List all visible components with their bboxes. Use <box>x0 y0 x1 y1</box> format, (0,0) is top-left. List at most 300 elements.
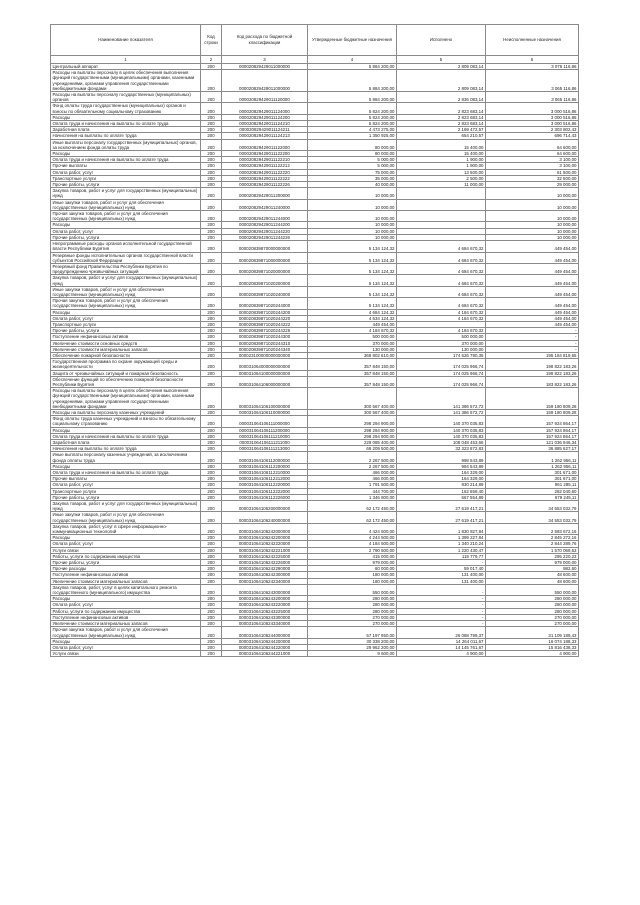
approved-amount-cell: 130 000,00 <box>308 346 397 352</box>
executed-amount-cell: 1 900,00 <box>397 157 486 163</box>
approved-amount-cell: 357 848 150,00 <box>308 359 397 370</box>
executed-amount-cell: 370 000,00 <box>397 340 486 346</box>
table-row <box>51 263 579 274</box>
approved-amount-cell: 4 244 500,00 <box>308 535 397 541</box>
executed-amount-cell: 11 000,00 <box>397 182 486 188</box>
indicator-name-cell: Центральный аппарат <box>51 64 201 70</box>
line-code-cell: 200 <box>201 476 222 482</box>
expense-code-cell: 000020839871020244340 <box>222 346 308 352</box>
line-code-cell: 200 <box>201 409 222 415</box>
unexecuted-amount-cell: - <box>486 346 579 352</box>
executed-amount-cell: 13 500,00 <box>397 169 486 175</box>
line-code-cell: 200 <box>201 446 222 452</box>
expense-code-cell: 000031064106244220000 <box>222 644 308 650</box>
approved-amount-cell: 62 172 450,00 <box>308 512 397 523</box>
approved-amount-cell: 9 600,00 <box>308 651 397 657</box>
unexecuted-amount-cell: 157 924 864,17 <box>486 427 579 433</box>
indicator-name-cell: Услуги связи <box>51 547 201 553</box>
indicator-name-cell: Расходы <box>51 427 201 433</box>
indicator-name-cell: Обеспечение пожарной безопасности <box>51 352 201 358</box>
approved-amount-cell: 60 000,00 <box>308 566 397 572</box>
indicator-name-cell: Поступление нефинансовых активов <box>51 334 201 340</box>
unexecuted-amount-cell: 282 040,60 <box>486 488 579 494</box>
expense-code-cell: 000031064106112226000 <box>222 494 308 500</box>
approved-amount-cell: 30 338 200,00 <box>308 638 397 644</box>
line-code-cell: 200 <box>201 127 222 133</box>
executed-amount-cell: 26 088 799,37 <box>397 627 486 638</box>
executed-amount-cell: 1 399 227,84 <box>397 535 486 541</box>
expense-code-cell: 000020829429011124210 <box>222 121 308 127</box>
line-code-cell: 200 <box>201 433 222 439</box>
indicator-name-cell: Оплата работ, услуг <box>51 169 201 175</box>
executed-amount-cell: 2 500,00 <box>397 175 486 181</box>
expense-code-cell: 000031064106242290000 <box>222 566 308 572</box>
unexecuted-amount-cell: 2 593 672,16 <box>486 523 579 534</box>
unexecuted-amount-cell: 198 822 183,26 <box>486 370 579 376</box>
expense-code-cell: 000020839871020200000 <box>222 275 308 286</box>
approved-amount-cell: 10 000,00 <box>308 188 397 199</box>
approved-amount-cell: 5 134 124,32 <box>308 263 397 274</box>
unexecuted-amount-cell: 280 000,00 <box>486 596 579 602</box>
table-row <box>51 627 579 638</box>
line-code-cell: 200 <box>201 334 222 340</box>
expense-code-cell: 000020829429011124200 <box>222 114 308 120</box>
expense-code-cell: 000031064106244200000 <box>222 638 308 644</box>
expense-code-cell: 000031064106111213000 <box>222 446 308 452</box>
approved-amount-cell: 280 000,00 <box>308 596 397 602</box>
approved-amount-cell: 69 209 500,00 <box>308 446 397 452</box>
expense-code-cell: 000031064106242221000 <box>222 547 308 553</box>
table-row <box>51 651 579 657</box>
expense-code-cell: 000031064106100000000 <box>222 388 308 410</box>
executed-amount-cell: 1 340 210,24 <box>397 541 486 547</box>
approved-amount-cell: 2 790 500,00 <box>308 547 397 553</box>
expense-code-cell: 000020829429011000000 <box>222 70 308 92</box>
header-expense-code: Код расхода по бюджетной классификации <box>222 25 308 56</box>
expense-code-cell: 000023100000000000000 <box>222 352 308 358</box>
approved-amount-cell: 75 000,00 <box>308 169 397 175</box>
approved-amount-cell: 10 000,00 <box>308 228 397 234</box>
unexecuted-amount-cell: 157 924 864,17 <box>486 433 579 439</box>
approved-amount-cell: 466 000,00 <box>308 470 397 476</box>
unexecuted-amount-cell: 34 553 032,79 <box>486 501 579 512</box>
unexecuted-amount-cell: 696 714,43 <box>486 133 579 139</box>
executed-amount-cell: 4 184 670,32 <box>397 315 486 321</box>
expense-code-cell: 000020829429011124211 <box>222 127 308 133</box>
line-code-cell: 200 <box>201 139 222 150</box>
expense-code-cell: 000020829429011240000 <box>222 199 308 210</box>
indicator-name-cell: Обеспечение функций по обеспечению пожарной безопасности Республики Бурятия <box>51 376 201 387</box>
indicator-name-cell: Оплата работ, услуг <box>51 541 201 547</box>
executed-amount-cell: 2 169 472,57 <box>397 127 486 133</box>
expense-code-cell: 000020829429011122200 <box>222 151 308 157</box>
header-line-code: Код строки <box>201 25 222 56</box>
indicator-name-cell: Транспортные услуги <box>51 321 201 327</box>
unexecuted-amount-cell: 449 454,00 <box>486 263 579 274</box>
unexecuted-amount-cell: 64 600,00 <box>486 151 579 157</box>
unexecuted-amount-cell: 2 845 272,16 <box>486 535 579 541</box>
line-code-cell: 200 <box>201 252 222 263</box>
table-row <box>51 584 579 595</box>
unexecuted-amount-cell: 121 036 946,34 <box>486 440 579 446</box>
line-code-cell: 200 <box>201 328 222 334</box>
line-code-cell: 200 <box>201 482 222 488</box>
expense-code-cell: 000020829429011122000 <box>222 139 308 150</box>
indicator-name-cell: Прочие выплаты <box>51 476 201 482</box>
indicator-name-cell: Резервные фонды исполнительных органов государственной власти субъектов Российской Федерации <box>51 252 201 263</box>
executed-amount-cell: 59 017,40 <box>397 566 486 572</box>
indicator-name-cell: Прочие работы, услуги <box>51 182 201 188</box>
approved-amount-cell: 415 000,00 <box>308 553 397 559</box>
indicator-name-cell: Иные закупки товаров, работ и услуг для обеспечения государственных (муниципальных) нужд <box>51 512 201 523</box>
approved-amount-cell: 5 824 200,00 <box>308 103 397 114</box>
unexecuted-amount-cell: 301 671,00 <box>486 476 579 482</box>
executed-amount-cell: - <box>397 602 486 608</box>
indicator-name-cell: Расходы на выплаты персоналу казенных учреждений <box>51 409 201 415</box>
indicator-name-cell: Закупка товаров, работ, услуг в сфере информационно-коммуникационных технологий <box>51 523 201 534</box>
executed-amount-cell: 119 779,77 <box>397 553 486 559</box>
indicator-name-cell: Оплата работ, услуг <box>51 228 201 234</box>
indicator-name-cell: Увеличение стоимости материальных запасов <box>51 578 201 584</box>
line-code-cell: 200 <box>201 169 222 175</box>
approved-amount-cell: 300 567 400,00 <box>308 388 397 410</box>
executed-amount-cell: - <box>397 560 486 566</box>
unexecuted-amount-cell: 295 220,23 <box>486 553 579 559</box>
unexecuted-amount-cell: 10 000,00 <box>486 228 579 234</box>
expense-code-cell: 000031064106242225000 <box>222 553 308 559</box>
indicator-name-cell: Работы, услуги по содержанию имущества <box>51 608 201 614</box>
indicator-name-cell: Закупка товаров, работ и услуг для государственных (муниципальных) нужд <box>51 275 201 286</box>
approved-amount-cell: 1 791 500,00 <box>308 482 397 488</box>
line-code-cell: 200 <box>201 157 222 163</box>
executed-amount-cell: 32 323 872,83 <box>397 446 486 452</box>
approved-amount-cell: 369 802 610,00 <box>308 352 397 358</box>
approved-amount-cell: 300 567 400,00 <box>308 409 397 415</box>
approved-amount-cell: 5 000,00 <box>308 157 397 163</box>
line-code-cell: 200 <box>201 512 222 523</box>
approved-amount-cell: 270 000,00 <box>308 614 397 620</box>
approved-amount-cell: 180 000,00 <box>308 578 397 584</box>
indicator-name-cell: Услуги связи <box>51 651 201 657</box>
expense-code-cell: 000031064106111211000 <box>222 440 308 446</box>
indicator-name-cell: Прочая закупка товаров, работ и услуг для обеспечения государственных (муниципальных) нужд <box>51 211 201 222</box>
executed-amount-cell: 130 000,00 <box>397 346 486 352</box>
expense-code-cell: 000020829429011244000 <box>222 211 308 222</box>
expense-code-cell: 000020829429011244220 <box>222 228 308 234</box>
approved-amount-cell: 10 000,00 <box>308 234 397 240</box>
unexecuted-amount-cell: 679 245,11 <box>486 494 579 500</box>
approved-amount-cell: 5 134 124,32 <box>308 241 397 252</box>
line-code-cell: 200 <box>201 211 222 222</box>
executed-amount-cell: 4 684 670,32 <box>397 241 486 252</box>
approved-amount-cell: 4 634 124,32 <box>308 315 397 321</box>
unexecuted-amount-cell: 157 924 864,17 <box>486 416 579 427</box>
line-code-cell: 200 <box>201 275 222 286</box>
approved-amount-cell: 57 197 950,00 <box>308 627 397 638</box>
unexecuted-amount-cell: 270 000,00 <box>486 614 579 620</box>
line-code-cell: 200 <box>201 321 222 327</box>
unexecuted-amount-cell: 3 065 116,86 <box>486 92 579 103</box>
expense-code-cell: 000031064106240000000 <box>222 512 308 523</box>
approved-amount-cell: 1 350 925,00 <box>308 133 397 139</box>
expense-code-cell: 000020829429011244226 <box>222 234 308 240</box>
executed-amount-cell: 174 626 790,35 <box>397 352 486 358</box>
expense-code-cell: 000020839871020244220 <box>222 315 308 321</box>
unexecuted-amount-cell: - <box>486 340 579 346</box>
executed-amount-cell: 108 048 453,66 <box>397 440 486 446</box>
line-code-cell: 200 <box>201 121 222 127</box>
approved-amount-cell: 62 172 450,00 <box>308 501 397 512</box>
approved-amount-cell: 298 294 900,00 <box>308 416 397 427</box>
indicator-name-cell: Оплата труда и начисления на выплаты по оплате труда <box>51 433 201 439</box>
unexecuted-amount-cell: 449 454,00 <box>486 286 579 297</box>
header-executed: Исполнено <box>397 25 486 56</box>
expense-code-cell: 000020839871020000000 <box>222 263 308 274</box>
approved-amount-cell: 4 184 670,32 <box>308 328 397 334</box>
approved-amount-cell: 40 000,00 <box>308 182 397 188</box>
indicator-name-cell: Прочие работы, услуги <box>51 328 201 334</box>
expense-code-cell: 000031064000000000000 <box>222 359 308 370</box>
indicator-name-cell: Прочие работы, услуги <box>51 234 201 240</box>
column-number: 6 <box>486 56 579 64</box>
expense-code-cell: 000020829429011122226 <box>222 182 308 188</box>
report-page <box>50 24 578 657</box>
table-row <box>51 523 579 534</box>
executed-amount-cell: 4 184 670,32 <box>397 328 486 334</box>
unexecuted-amount-cell: 449 454,00 <box>486 241 579 252</box>
line-code-cell: 200 <box>201 621 222 627</box>
approved-amount-cell: 5 134 124,32 <box>308 298 397 309</box>
indicator-name-cell: Транспортные услуги <box>51 175 201 181</box>
expense-code-cell: 000031064106242300000 <box>222 572 308 578</box>
approved-amount-cell: 444 700,00 <box>308 488 397 494</box>
line-code-cell: 200 <box>201 70 222 92</box>
approved-amount-cell: 2 267 500,00 <box>308 452 397 463</box>
expense-code-cell: 000031064106112000000 <box>222 452 308 463</box>
unexecuted-amount-cell: 3 000 516,86 <box>486 114 579 120</box>
table-row <box>51 241 579 252</box>
approved-amount-cell: 270 000,00 <box>308 621 397 627</box>
unexecuted-amount-cell: - <box>486 328 579 334</box>
indicator-name-cell: Закупка товаров, работ и услуг для государственных (муниципальных) нужд <box>51 188 201 199</box>
indicator-name-cell: Работы, услуги по содержанию имущества <box>51 553 201 559</box>
line-code-cell: 200 <box>201 340 222 346</box>
line-code-cell: 200 <box>201 488 222 494</box>
expense-code-cell: 000031064106242226000 <box>222 560 308 566</box>
unexecuted-amount-cell: 34 553 032,79 <box>486 512 579 523</box>
column-number: 2 <box>201 56 222 64</box>
indicator-name-cell: Иные выплаты персоналу государственных (муниципальных) органов, за исключением фонда оплаты труда <box>51 139 201 150</box>
line-code-cell: 200 <box>201 547 222 553</box>
approved-amount-cell: 5 884 200,00 <box>308 64 397 70</box>
executed-amount-cell: 140 370 035,83 <box>397 433 486 439</box>
indicator-name-cell: Закупка товаров, работ, услуг в целях капитального ремонта государственного (муниципального) имущества <box>51 584 201 595</box>
expense-code-cell: 000031064106243300000 <box>222 614 308 620</box>
approved-amount-cell: 2 267 500,00 <box>308 463 397 469</box>
unexecuted-amount-cell: 280 000,00 <box>486 602 579 608</box>
line-code-cell: 200 <box>201 553 222 559</box>
table-row <box>51 211 579 222</box>
line-code-cell: 200 <box>201 228 222 234</box>
table-row <box>51 252 579 263</box>
table-row <box>51 512 579 523</box>
approved-amount-cell: 449 454,00 <box>308 321 397 327</box>
unexecuted-amount-cell: 16 074 188,33 <box>486 638 579 644</box>
indicator-name-cell: Расходы <box>51 463 201 469</box>
approved-amount-cell: 5 134 124,32 <box>308 275 397 286</box>
header-approved: Утвержденные бюджетные назначения <box>308 25 397 56</box>
expense-code-cell: 000020829429011120000 <box>222 92 308 103</box>
approved-amount-cell: 10 000,00 <box>308 222 397 228</box>
unexecuted-amount-cell: 10 000,00 <box>486 199 579 210</box>
executed-amount-cell: 15 400,00 <box>397 139 486 150</box>
unexecuted-amount-cell: 1 262 956,11 <box>486 463 579 469</box>
line-code-cell: 200 <box>201 92 222 103</box>
indicator-name-cell: Расходы <box>51 596 201 602</box>
approved-amount-cell: 357 848 150,00 <box>308 370 397 376</box>
approved-amount-cell: 357 848 150,00 <box>308 376 397 387</box>
expense-code-cell: 000020839870000000000 <box>222 241 308 252</box>
approved-amount-cell: 4 684 124,32 <box>308 309 397 315</box>
expense-code-cell: 000031064106112220000 <box>222 482 308 488</box>
unexecuted-amount-cell: 1 262 956,11 <box>486 452 579 463</box>
expense-code-cell: 000020829429011200000 <box>222 188 308 199</box>
approved-amount-cell: 5 824 200,00 <box>308 121 397 127</box>
unexecuted-amount-cell: 10 000,00 <box>486 234 579 240</box>
column-number: 5 <box>397 56 486 64</box>
indicator-name-cell: Оплата труда и начисления на выплаты по оплате труда <box>51 157 201 163</box>
expense-code-cell: 000020839871020244310 <box>222 340 308 346</box>
table-row <box>51 199 579 210</box>
executed-amount-cell: - <box>397 596 486 602</box>
unexecuted-amount-cell: 270 000,00 <box>486 621 579 627</box>
approved-amount-cell: 370 000,00 <box>308 340 397 346</box>
expense-code-cell: 000020829429011122220 <box>222 169 308 175</box>
approved-amount-cell: 979 000,00 <box>308 560 397 566</box>
column-number: 4 <box>308 56 397 64</box>
header-indicator-name: Наименование показателя <box>51 25 201 56</box>
indicator-name-cell: Расходы на выплаты персоналу в целях обеспечения выполнения функций государственными (муниципальными) органами, казенными учреждениями, органами управления государственными внебюджетными фондами <box>51 70 201 92</box>
column-number-row <box>51 56 579 64</box>
expense-code-cell: 000031064106243340000 <box>222 621 308 627</box>
unexecuted-amount-cell: 979 000,00 <box>486 560 579 566</box>
approved-amount-cell: 5 134 124,32 <box>308 252 397 263</box>
line-code-cell: 200 <box>201 376 222 387</box>
expense-code-cell: 000031064106242340000 <box>222 578 308 584</box>
executed-amount-cell: 1 220 430,47 <box>397 547 486 553</box>
line-code-cell: 200 <box>201 64 222 70</box>
executed-amount-cell: 164 329,00 <box>397 476 486 482</box>
unexecuted-amount-cell: 1 570 069,53 <box>486 547 579 553</box>
executed-amount-cell: - <box>397 608 486 614</box>
indicator-name-cell: Увеличение стоимости материальных запасов <box>51 621 201 627</box>
approved-amount-cell: 35 000,00 <box>308 175 397 181</box>
approved-amount-cell: 466 000,00 <box>308 476 397 482</box>
indicator-name-cell: Государственная программа по охране окружающей среды и жизнедеятельности <box>51 359 201 370</box>
indicator-name-cell: Увеличение стоимости материальных запасов <box>51 346 201 352</box>
indicator-name-cell: Защита от чрезвычайных ситуаций и пожарная безопасность <box>51 370 201 376</box>
line-code-cell: 200 <box>201 263 222 274</box>
expense-code-cell: 000031064106242000000 <box>222 523 308 534</box>
line-code-cell: 200 <box>201 463 222 469</box>
indicator-name-cell: Иные закупки товаров, работ и услуг для обеспечения государственных (муниципальных) нужд <box>51 286 201 297</box>
line-code-cell: 200 <box>201 175 222 181</box>
line-code-cell: 200 <box>201 614 222 620</box>
line-code-cell: 200 <box>201 151 222 157</box>
indicator-name-cell: Поступление нефинансовых активов <box>51 614 201 620</box>
approved-amount-cell: 4 473 275,00 <box>308 127 397 133</box>
executed-amount-cell: 162 659,40 <box>397 488 486 494</box>
line-code-cell: 200 <box>201 346 222 352</box>
header-unexecuted: Неисполненные назначения <box>486 25 579 56</box>
executed-amount-cell: 654 210,57 <box>397 133 486 139</box>
unexecuted-amount-cell: 3 100,00 <box>486 157 579 163</box>
indicator-name-cell: Транспортные услуги <box>51 488 201 494</box>
line-code-cell: 200 <box>201 352 222 358</box>
unexecuted-amount-cell: 550 000,00 <box>486 584 579 595</box>
indicator-name-cell: Прочие работы, услуги <box>51 494 201 500</box>
approved-amount-cell: 280 000,00 <box>308 608 397 614</box>
executed-amount-cell <box>397 199 486 210</box>
table-body <box>51 64 579 657</box>
expense-code-cell: 000031064106200000000 <box>222 501 308 512</box>
approved-amount-cell: 4 424 500,00 <box>308 523 397 534</box>
unexecuted-amount-cell: 3 075 116,86 <box>486 64 579 70</box>
line-code-cell: 200 <box>201 427 222 433</box>
expense-code-cell: 000031064106243200000 <box>222 596 308 602</box>
expense-code-cell: 000020829429011244200 <box>222 222 308 228</box>
expense-code-cell: 000031064106110000000 <box>222 409 308 415</box>
approved-amount-cell: 10 000,00 <box>308 199 397 210</box>
unexecuted-amount-cell: 449 454,00 <box>486 275 579 286</box>
unexecuted-amount-cell: 3 000 516,86 <box>486 103 579 114</box>
unexecuted-amount-cell: 982,60 <box>486 566 579 572</box>
indicator-name-cell: Иные выплаты персоналу казенных учреждений, за исключением фонда оплаты труда <box>51 452 201 463</box>
executed-amount-cell: - <box>397 584 486 595</box>
table-row <box>51 139 579 150</box>
table-row <box>51 416 579 427</box>
unexecuted-amount-cell: 48 600,00 <box>486 572 579 578</box>
indicator-name-cell: Прочая закупка товаров, работ и услуг для обеспечения государственных (муниципальных) нужд <box>51 627 201 638</box>
unexecuted-amount-cell: 10 000,00 <box>486 222 579 228</box>
unexecuted-amount-cell: 195 184 819,65 <box>486 352 579 358</box>
executed-amount-cell: 141 386 572,72 <box>397 409 486 415</box>
executed-amount-cell: 1 830 827,84 <box>397 523 486 534</box>
executed-amount-cell: 4 684 670,32 <box>397 275 486 286</box>
executed-amount-cell: 131 400,00 <box>397 572 486 578</box>
line-code-cell: 200 <box>201 416 222 427</box>
indicator-name-cell: Расходы <box>51 309 201 315</box>
unexecuted-amount-cell: 29 000,00 <box>486 182 579 188</box>
executed-amount-cell: 131 400,00 <box>397 578 486 584</box>
executed-amount-cell: - <box>397 614 486 620</box>
expense-code-cell: 000020829429011122212 <box>222 163 308 169</box>
line-code-cell: 200 <box>201 494 222 500</box>
executed-amount-cell: 4 684 670,32 <box>397 286 486 297</box>
indicator-name-cell: Фонд оплаты труда государственных (муниципальных) органов и взносы по обязательному социальному страхованию <box>51 103 201 114</box>
executed-amount-cell: 994 543,89 <box>397 463 486 469</box>
expense-code-cell: 000020829429011000000 <box>222 64 308 70</box>
table-row <box>51 103 579 114</box>
expense-code-cell: 000031064106112210000 <box>222 470 308 476</box>
table-row <box>51 188 579 199</box>
expense-code-cell: 000031064106112222000 <box>222 488 308 494</box>
indicator-name-cell: Оплата труда и начисления на выплаты по оплате труда <box>51 121 201 127</box>
executed-amount-cell: 2 809 083,14 <box>397 70 486 92</box>
indicator-name-cell: Прочие работы, услуги <box>51 560 201 566</box>
unexecuted-amount-cell: 3 000 516,86 <box>486 121 579 127</box>
executed-amount-cell: 4 184 670,32 <box>397 309 486 315</box>
